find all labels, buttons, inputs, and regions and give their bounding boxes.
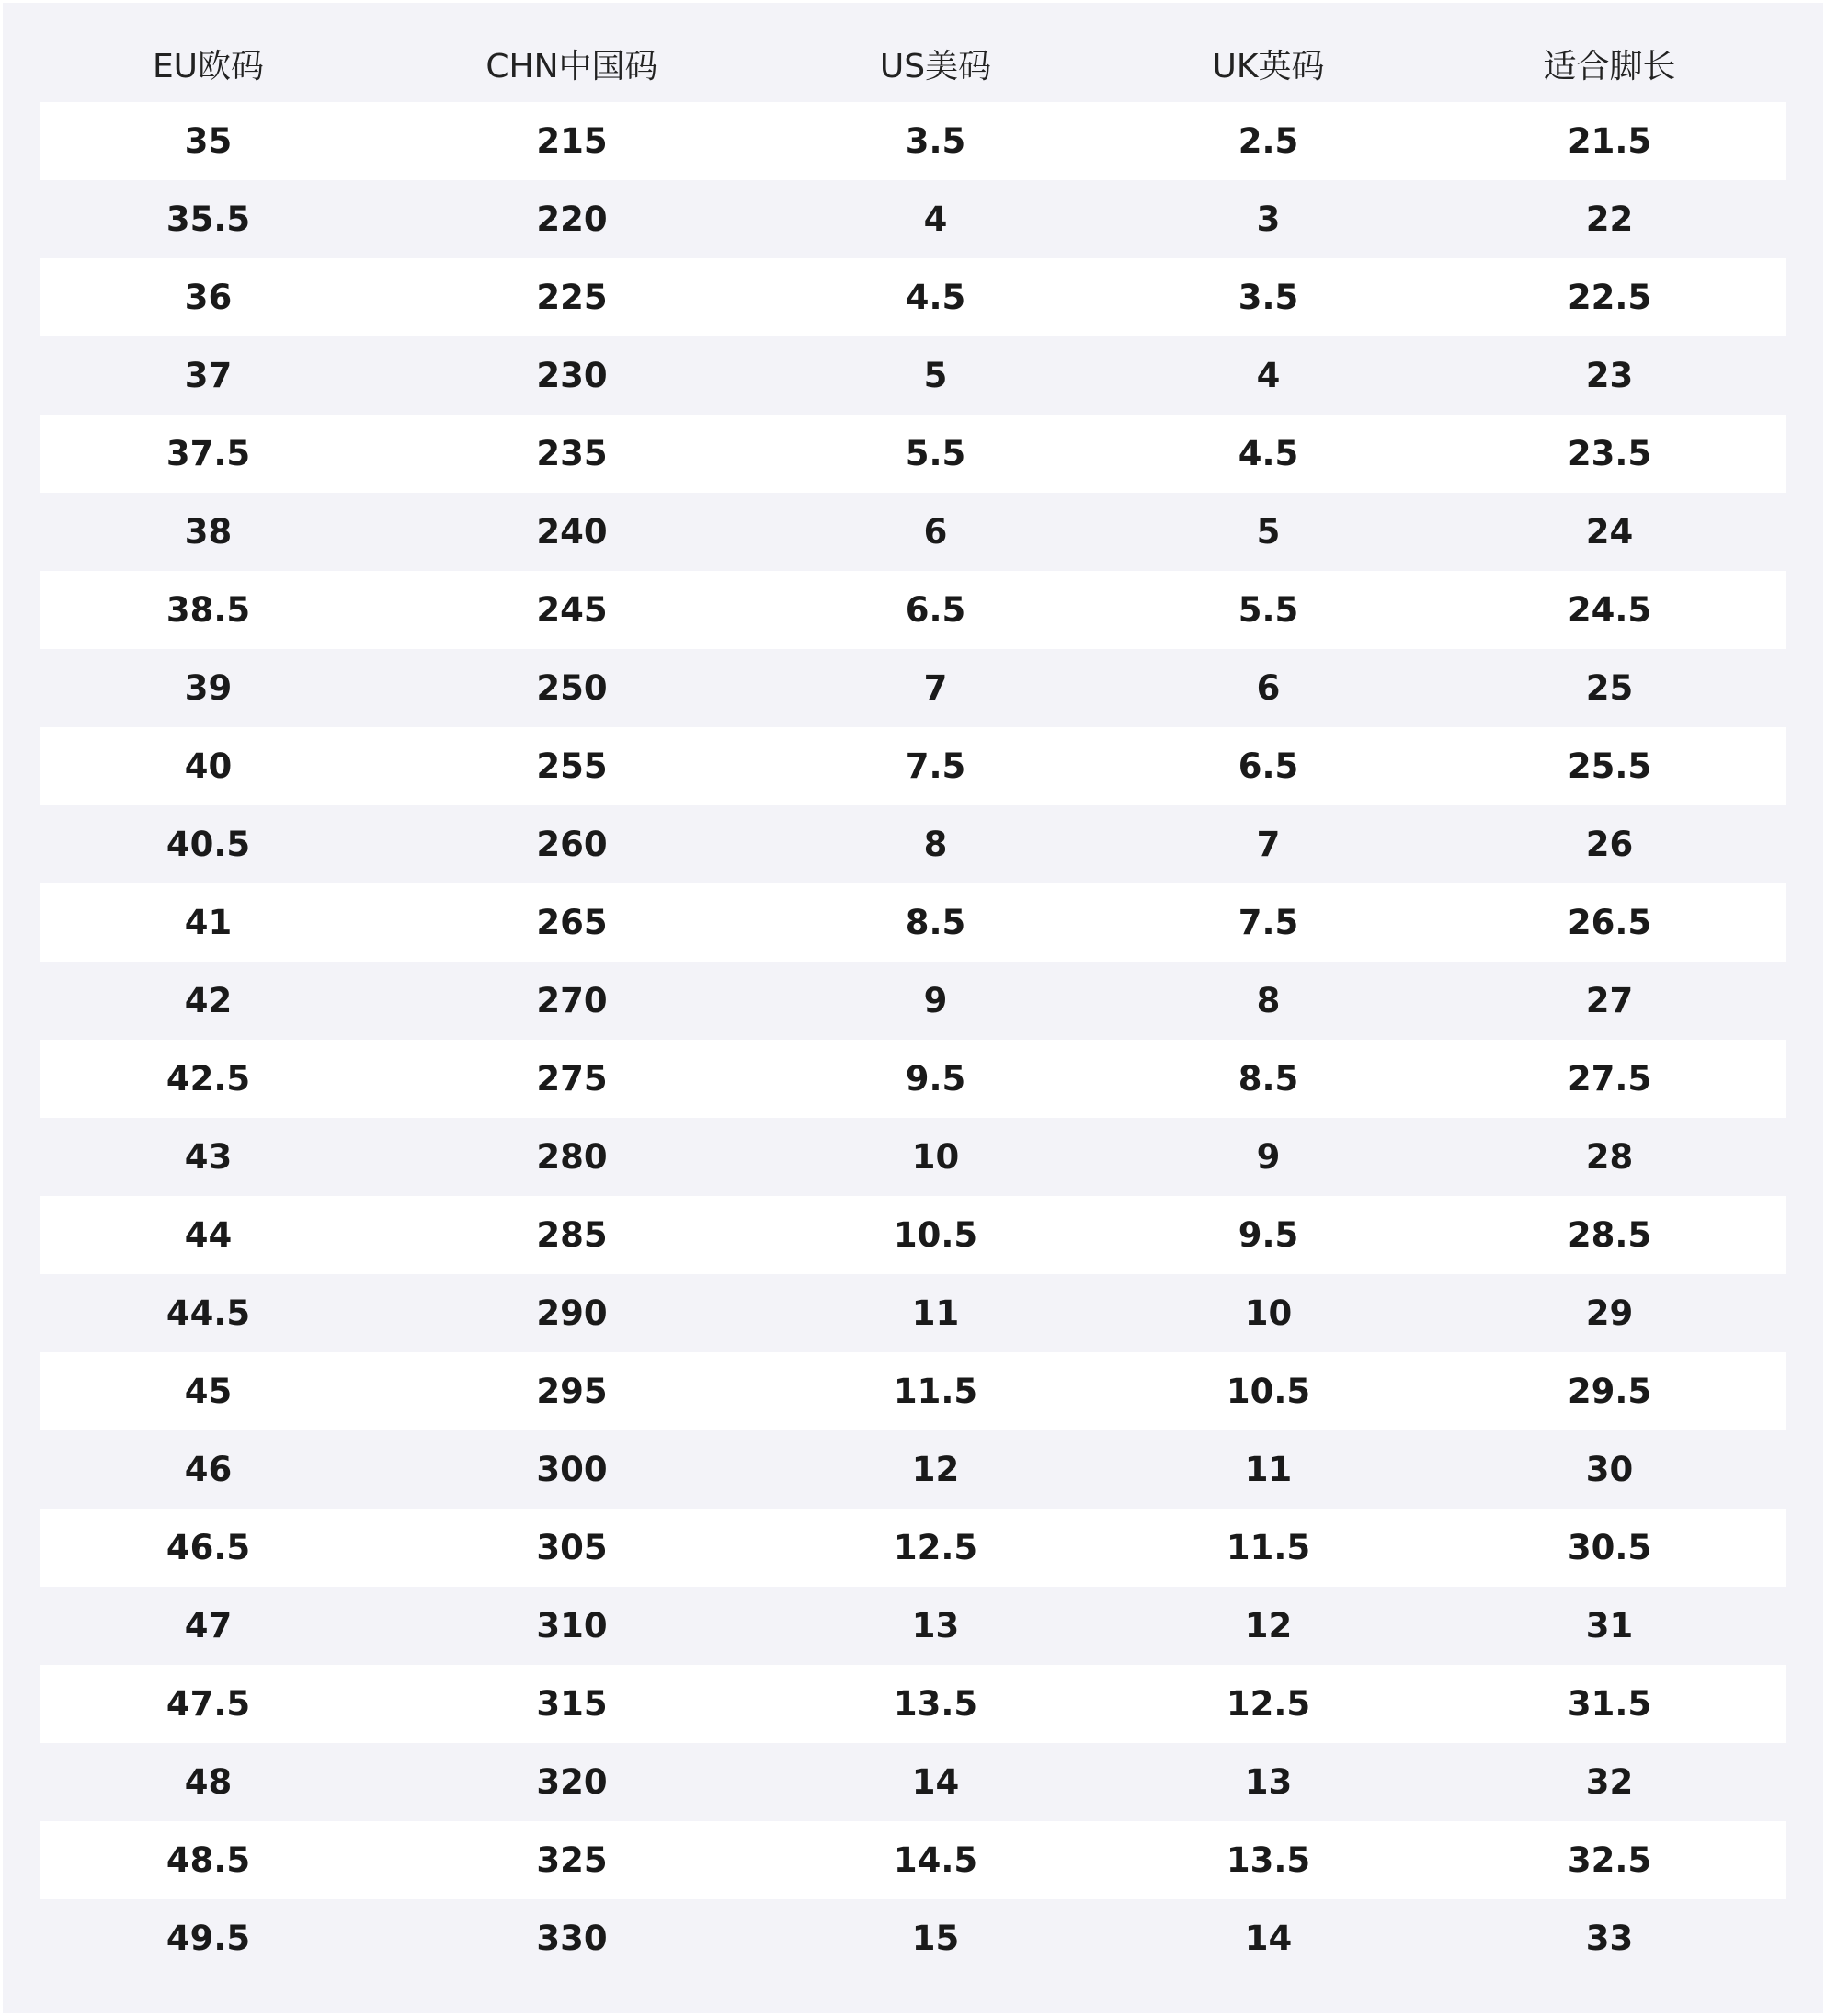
uk-size-cell: 6.5: [1104, 727, 1432, 805]
table-row: [40, 1665, 1786, 1743]
eu-size-cell: 35: [40, 102, 377, 180]
eu-size-cell: 40.5: [165, 825, 251, 864]
us-size-cell: 6: [923, 512, 948, 552]
foot-length-cell: 31: [1585, 1606, 1634, 1646]
foot-length-cell: 29: [1585, 1293, 1634, 1333]
us-size-cell: 7.5: [767, 727, 1104, 805]
chn-size-cell: 265: [377, 883, 767, 962]
table-row: [40, 805, 1786, 883]
chn-size-cell: 285: [377, 1196, 767, 1274]
eu-size-cell: 47.5: [40, 1665, 377, 1743]
shoe-size-table: [40, 25, 1786, 1977]
foot-length-cell: 25.5: [1432, 727, 1786, 805]
eu-size-cell: 36: [40, 258, 377, 336]
uk-size-cell: 5: [1256, 512, 1281, 552]
foot-length-cell: 27.5: [1432, 1040, 1786, 1118]
table-row: [40, 1430, 1786, 1509]
us-size-cell: 9: [923, 981, 948, 1020]
eu-size-cell: 38.5: [40, 571, 377, 649]
table-body: [40, 102, 1786, 1977]
foot-length-cell: 27: [1585, 981, 1634, 1020]
foot-length-cell: 33: [1585, 1919, 1634, 1958]
chn-size-cell: 275: [377, 1040, 767, 1118]
table-header: [40, 25, 1786, 102]
us-size-cell: 11.5: [767, 1352, 1104, 1430]
eu-size-cell: 48.5: [40, 1821, 377, 1899]
eu-size-cell: 37.5: [40, 415, 377, 493]
eu-size-cell: 46: [184, 1450, 233, 1489]
us-size-cell: 4.5: [767, 258, 1104, 336]
foot-length-cell: 25: [1585, 668, 1634, 708]
uk-size-cell: 8: [1256, 981, 1281, 1020]
foot-length-cell: 31.5: [1432, 1665, 1786, 1743]
uk-size-cell: 10.5: [1104, 1352, 1432, 1430]
us-size-cell: 5: [923, 356, 948, 395]
table-row: [40, 1899, 1786, 1977]
eu-size-cell: 44.5: [165, 1293, 251, 1333]
table-row: [40, 727, 1786, 805]
foot-length-cell: 29.5: [1432, 1352, 1786, 1430]
us-size-cell: 7: [923, 668, 948, 708]
foot-length-cell: 30.5: [1432, 1509, 1786, 1587]
table-row: [40, 1352, 1786, 1430]
chn-size-cell: 290: [536, 1293, 608, 1333]
table-row: [40, 962, 1786, 1040]
table-row: [40, 1274, 1786, 1352]
foot-length-cell: 24: [1585, 512, 1634, 552]
foot-length-cell: 28.5: [1432, 1196, 1786, 1274]
eu-size-cell: 35.5: [165, 199, 251, 239]
eu-size-cell: 42: [184, 981, 233, 1020]
eu-size-cell: 43: [184, 1137, 233, 1177]
uk-size-cell: 6: [1256, 668, 1281, 708]
chn-size-cell: 315: [377, 1665, 767, 1743]
uk-size-cell: 3.5: [1104, 258, 1432, 336]
uk-size-cell: 13.5: [1104, 1821, 1432, 1899]
eu-size-cell: 42.5: [40, 1040, 377, 1118]
table-row: [40, 1821, 1786, 1899]
table-row: [40, 1040, 1786, 1118]
chn-size-cell: 310: [536, 1606, 608, 1646]
chn-size-cell: 295: [377, 1352, 767, 1430]
us-size-cell: 10: [911, 1137, 960, 1177]
table-row: [40, 571, 1786, 649]
uk-size-cell: 7.5: [1104, 883, 1432, 962]
table-row: [40, 1509, 1786, 1587]
us-size-cell: 10.5: [767, 1196, 1104, 1274]
header-us-size: US美码: [879, 47, 992, 85]
us-size-cell: 3.5: [767, 102, 1104, 180]
header-eu-size: EU欧码: [152, 47, 265, 85]
table-row: [40, 649, 1786, 727]
table-row: [40, 258, 1786, 336]
us-size-cell: 9.5: [767, 1040, 1104, 1118]
chn-size-cell: 230: [536, 356, 608, 395]
chn-size-cell: 330: [536, 1919, 608, 1958]
chn-size-cell: 305: [377, 1509, 767, 1587]
chn-size-cell: 270: [536, 981, 608, 1020]
chn-size-cell: 235: [377, 415, 767, 493]
foot-length-cell: 23.5: [1432, 415, 1786, 493]
table-row: [40, 1587, 1786, 1665]
table-row: [40, 883, 1786, 962]
chn-size-cell: 300: [536, 1450, 608, 1489]
uk-size-cell: 4: [1256, 356, 1281, 395]
us-size-cell: 13.5: [767, 1665, 1104, 1743]
us-size-cell: 5.5: [767, 415, 1104, 493]
foot-length-cell: 26.5: [1432, 883, 1786, 962]
chn-size-cell: 320: [536, 1762, 608, 1802]
eu-size-cell: 47: [184, 1606, 233, 1646]
uk-size-cell: 3: [1256, 199, 1281, 239]
table-row: [40, 102, 1786, 180]
chn-size-cell: 325: [377, 1821, 767, 1899]
eu-size-cell: 48: [184, 1762, 233, 1802]
us-size-cell: 13: [911, 1606, 960, 1646]
chn-size-cell: 250: [536, 668, 608, 708]
chn-size-cell: 240: [536, 512, 608, 552]
table-row: [40, 1743, 1786, 1821]
header-chn-size: CHN中国码: [485, 47, 658, 85]
header-uk-size: UK英码: [1212, 47, 1325, 85]
us-size-cell: 14: [911, 1762, 960, 1802]
uk-size-cell: 4.5: [1104, 415, 1432, 493]
uk-size-cell: 7: [1256, 825, 1281, 864]
eu-size-cell: 39: [184, 668, 233, 708]
eu-size-cell: 40: [40, 727, 377, 805]
uk-size-cell: 10: [1244, 1293, 1293, 1333]
foot-length-cell: 21.5: [1432, 102, 1786, 180]
uk-size-cell: 9: [1256, 1137, 1281, 1177]
chn-size-cell: 225: [377, 258, 767, 336]
table-row: [40, 493, 1786, 571]
uk-size-cell: 11.5: [1104, 1509, 1432, 1587]
eu-size-cell: 49.5: [165, 1919, 251, 1958]
chn-size-cell: 280: [536, 1137, 608, 1177]
eu-size-cell: 46.5: [40, 1509, 377, 1587]
eu-size-cell: 41: [40, 883, 377, 962]
table-row: [40, 1196, 1786, 1274]
us-size-cell: 8.5: [767, 883, 1104, 962]
uk-size-cell: 2.5: [1104, 102, 1432, 180]
chn-size-cell: 255: [377, 727, 767, 805]
foot-length-cell: 26: [1585, 825, 1634, 864]
uk-size-cell: 8.5: [1104, 1040, 1432, 1118]
table-row: [40, 336, 1786, 415]
foot-length-cell: 24.5: [1432, 571, 1786, 649]
us-size-cell: 12.5: [767, 1509, 1104, 1587]
foot-length-cell: 32: [1585, 1762, 1634, 1802]
chn-size-cell: 220: [536, 199, 608, 239]
us-size-cell: 4: [923, 199, 948, 239]
table-row: [40, 1118, 1786, 1196]
size-chart-panel: [3, 3, 1823, 2013]
chn-size-cell: 215: [377, 102, 767, 180]
us-size-cell: 12: [911, 1450, 960, 1489]
us-size-cell: 8: [923, 825, 948, 864]
foot-length-cell: 23: [1585, 356, 1634, 395]
foot-length-cell: 32.5: [1432, 1821, 1786, 1899]
uk-size-cell: 14: [1244, 1919, 1293, 1958]
chn-size-cell: 245: [377, 571, 767, 649]
us-size-cell: 11: [911, 1293, 960, 1333]
uk-size-cell: 9.5: [1104, 1196, 1432, 1274]
foot-length-cell: 30: [1585, 1450, 1634, 1489]
foot-length-cell: 22: [1585, 199, 1634, 239]
foot-length-cell: 28: [1585, 1137, 1634, 1177]
eu-size-cell: 38: [184, 512, 233, 552]
uk-size-cell: 12.5: [1104, 1665, 1432, 1743]
us-size-cell: 15: [911, 1919, 960, 1958]
foot-length-cell: 22.5: [1432, 258, 1786, 336]
chn-size-cell: 260: [536, 825, 608, 864]
uk-size-cell: 11: [1244, 1450, 1293, 1489]
us-size-cell: 6.5: [767, 571, 1104, 649]
eu-size-cell: 45: [40, 1352, 377, 1430]
table-row: [40, 415, 1786, 493]
header-row: [40, 25, 1786, 102]
uk-size-cell: 5.5: [1104, 571, 1432, 649]
us-size-cell: 14.5: [767, 1821, 1104, 1899]
header-foot-length: 适合脚长: [1543, 47, 1676, 85]
uk-size-cell: 13: [1244, 1762, 1293, 1802]
table-row: [40, 180, 1786, 258]
eu-size-cell: 44: [40, 1196, 377, 1274]
eu-size-cell: 37: [184, 356, 233, 395]
uk-size-cell: 12: [1244, 1606, 1293, 1646]
